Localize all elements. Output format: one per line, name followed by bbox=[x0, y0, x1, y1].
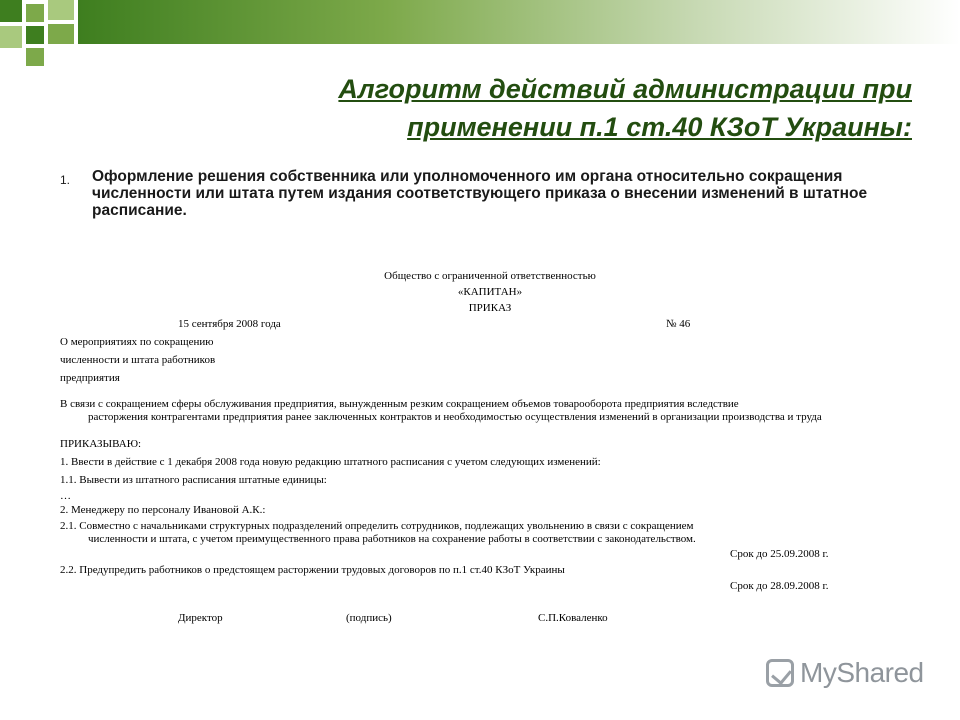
watermark-logo bbox=[766, 655, 924, 691]
company-type: Общество с ограниченной ответственностью bbox=[384, 270, 596, 282]
item-2: 2. Менеджеру по персоналу Ивановой А.К.: bbox=[60, 504, 266, 516]
point-number: 1. bbox=[60, 173, 71, 187]
deadline-2: Срок до 28.09.2008 г. bbox=[730, 580, 829, 592]
item-1-1: 1.1. Вывести из штатного расписания штатные единицы: bbox=[60, 474, 327, 486]
order-word: ПРИКАЗЫВАЮ: bbox=[60, 438, 142, 450]
decor-square bbox=[26, 26, 44, 44]
item-1: 1. Ввести в действие с 1 декабря 2008 года новую редакцию штатного расписания с учетом следующих изменений: bbox=[60, 456, 601, 468]
numbered-point bbox=[60, 168, 910, 219]
preamble bbox=[60, 398, 910, 424]
decor-square bbox=[26, 48, 44, 66]
doc-type: ПРИКАЗ bbox=[468, 302, 512, 314]
signature-placeholder: (подпись) bbox=[346, 612, 392, 624]
slide-title: Алгоритм действий администрации при применении п.1 ст.40 КЗоТ Украины: bbox=[338, 74, 912, 142]
decor-square bbox=[0, 26, 22, 48]
item-2-1-first-line: 2.1. Совместно с начальниками структурных подразделений определить сотрудников, подлежащих увольнению в связи с сокращением bbox=[60, 520, 694, 532]
subject-line: предприятия bbox=[60, 372, 120, 384]
signer-name: С.П.Коваленко bbox=[538, 612, 608, 624]
decor-square bbox=[48, 24, 74, 44]
item-2-1 bbox=[60, 520, 910, 546]
decor-square bbox=[0, 0, 22, 22]
checkmark-icon bbox=[766, 659, 794, 687]
order-number: № 46 bbox=[666, 318, 691, 330]
deadline-1: Срок до 25.09.2008 г. bbox=[730, 548, 829, 560]
ellipsis: … bbox=[60, 490, 71, 502]
item-2-2: 2.2. Предупредить работников о предстоящем расторжении трудовых договоров по п.1 ст.40 КЗоТ Украины bbox=[60, 564, 565, 576]
watermark-brand: MyShared bbox=[800, 657, 924, 688]
decor-square bbox=[48, 0, 74, 20]
decor-square bbox=[26, 4, 44, 22]
preamble-first-line: В связи с сокращением сферы обслуживания предприятия, вынужденным резким сокращением объемов товарооборота предприятия вследствие bbox=[60, 398, 739, 410]
item-2-1-continuation: численности и штата, с учетом преимущественного права работников на сохранение работы в соответствии с законодательством. bbox=[88, 533, 696, 545]
header-gradient-band bbox=[78, 0, 960, 44]
order-date: 15 сентября 2008 года bbox=[178, 318, 281, 330]
subject-line: численности и штата работников bbox=[60, 354, 216, 366]
point-text: Оформление решения собственника или уполномоченного им органа относительно сокращения численности или штата путем издания соответствующего приказа о внесении изменений в штатное расписание. bbox=[92, 168, 868, 219]
company-name: «КАПИТАН» bbox=[457, 286, 523, 298]
preamble-continuation: расторжения контрагентами предприятия ранее заключенных контрактов и необходимостью осуществления изменений в организации производства и труда bbox=[88, 411, 822, 423]
signer-role: Директор bbox=[178, 612, 223, 624]
subject-line: О мероприятиях по сокращению bbox=[60, 336, 214, 348]
